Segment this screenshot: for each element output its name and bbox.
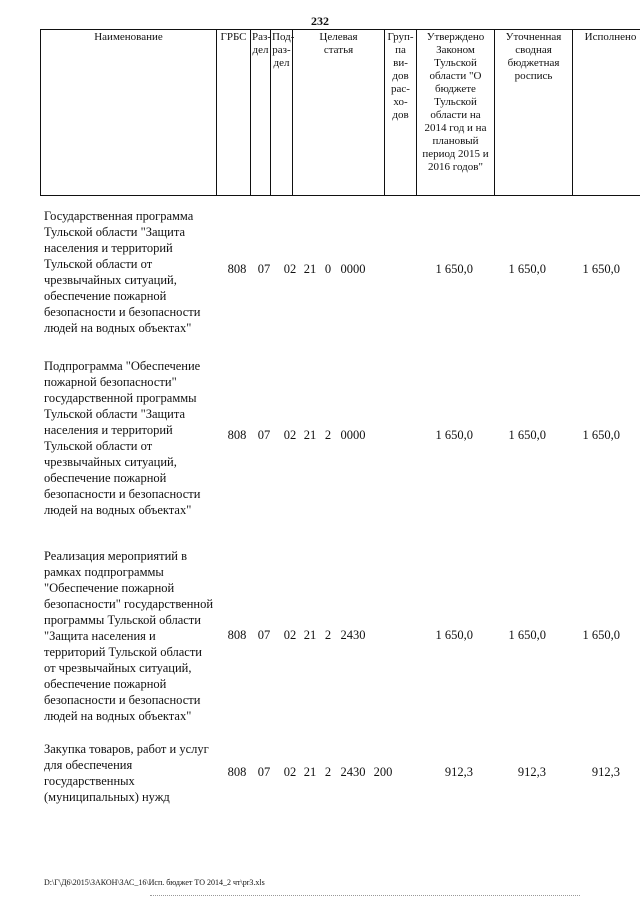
cell-podrazdel: 02	[283, 262, 297, 276]
cell-razdel: 07	[257, 428, 271, 442]
row-name: Закупка товаров, работ и услуг для обеспечения государственных (муниципальных) нужд	[44, 742, 209, 804]
file-path-footer: D:\Г\Д6\2015\ЗАКОН\ЗАС_16\Исп. бюджет ТО 2014_2 чт\pr3.xls	[44, 878, 265, 887]
cell-ispolneno: 1 650,0	[582, 428, 620, 442]
cell-utochnennaya: 1 650,0	[508, 628, 546, 642]
cell-podrazdel: 02	[283, 428, 297, 442]
cell-cs-direction: 2430	[340, 765, 366, 779]
cell-razdel: 07	[257, 765, 271, 779]
cell-ispolneno: 1 650,0	[582, 628, 620, 642]
cell-cs-direction: 0000	[340, 428, 366, 442]
cell-cs-program: 21	[303, 628, 317, 642]
row-name: Реализация мероприятий в рамках подпрограммы "Обеспечение пожарной безопасности" государственной программы Тульской области "Защита населения и территорий Тульской области от чрезвычайных ситуаций, обеспечение пожарной безопасности и безопасности людей на водных объектах"	[44, 549, 214, 723]
cell-grbs: 808	[227, 262, 247, 276]
cell-utochnennaya: 912,3	[517, 765, 546, 779]
cell-ispolneno: 1 650,0	[582, 262, 620, 276]
cell-utverzhdeno: 1 650,0	[435, 628, 473, 642]
header-ispolneno: Исполнено	[573, 30, 640, 196]
cell-utverzhdeno: 1 650,0	[435, 262, 473, 276]
cell-utochnennaya: 1 650,0	[508, 262, 546, 276]
cell-cs-program: 21	[303, 262, 317, 276]
cell-cs-direction: 0000	[340, 262, 366, 276]
header-grbs: ГРБС	[217, 30, 251, 196]
cell-ispolneno: 912,3	[591, 765, 620, 779]
table-header	[40, 29, 640, 196]
header-gruppa-vidov: Груп- па ви- дов рас- хо- дов	[385, 30, 417, 196]
cell-grbs: 808	[227, 428, 247, 442]
cell-cs-subprogram: 2	[324, 628, 332, 642]
header-name: Наименование	[41, 30, 217, 196]
page-number: 232	[311, 14, 329, 28]
cell-grbs: 808	[227, 628, 247, 642]
cell-vid: 200	[373, 765, 393, 779]
cell-cs-subprogram: 2	[324, 428, 332, 442]
cell-cs-program: 21	[303, 428, 317, 442]
row-name: Государственная программа Тульской области "Защита населения и территорий Тульской области от чрезвычайных ситуаций, обеспечение пожарной безопасности и безопасности людей на водных объектах"	[44, 209, 201, 335]
scan-artifact-line	[150, 895, 580, 896]
cell-podrazdel: 02	[283, 765, 297, 779]
cell-grbs: 808	[227, 765, 247, 779]
header-podrazdel: Под- раз- дел	[271, 30, 293, 196]
row-name: Подпрограмма "Обеспечение пожарной безопасности" государственной программы Тульской области "Защита населения и территорий Тульской области от чрезвычайных ситуаций, обеспечение пожарной безопасности и безопасности людей на водных объектах"	[44, 359, 201, 517]
header-utverzhdeno: Утверждено Законом Тульской области "О бюджете Тульской области на 2014 год и на плановый период 2015 и 2016 годов"	[417, 30, 495, 196]
cell-cs-direction: 2430	[340, 628, 366, 642]
cell-razdel: 07	[257, 262, 271, 276]
cell-utverzhdeno: 912,3	[444, 765, 473, 779]
cell-cs-program: 21	[303, 765, 317, 779]
cell-cs-subprogram: 0	[324, 262, 332, 276]
cell-utochnennaya: 1 650,0	[508, 428, 546, 442]
header-cel-statya: Целевая статья	[293, 30, 385, 196]
cell-cs-subprogram: 2	[324, 765, 332, 779]
cell-utverzhdeno: 1 650,0	[435, 428, 473, 442]
header-utochnennaya: Уточненная сводная бюджетная роспись	[495, 30, 573, 196]
cell-podrazdel: 02	[283, 628, 297, 642]
cell-razdel: 07	[257, 628, 271, 642]
header-razdel: Раз- дел	[251, 30, 271, 196]
